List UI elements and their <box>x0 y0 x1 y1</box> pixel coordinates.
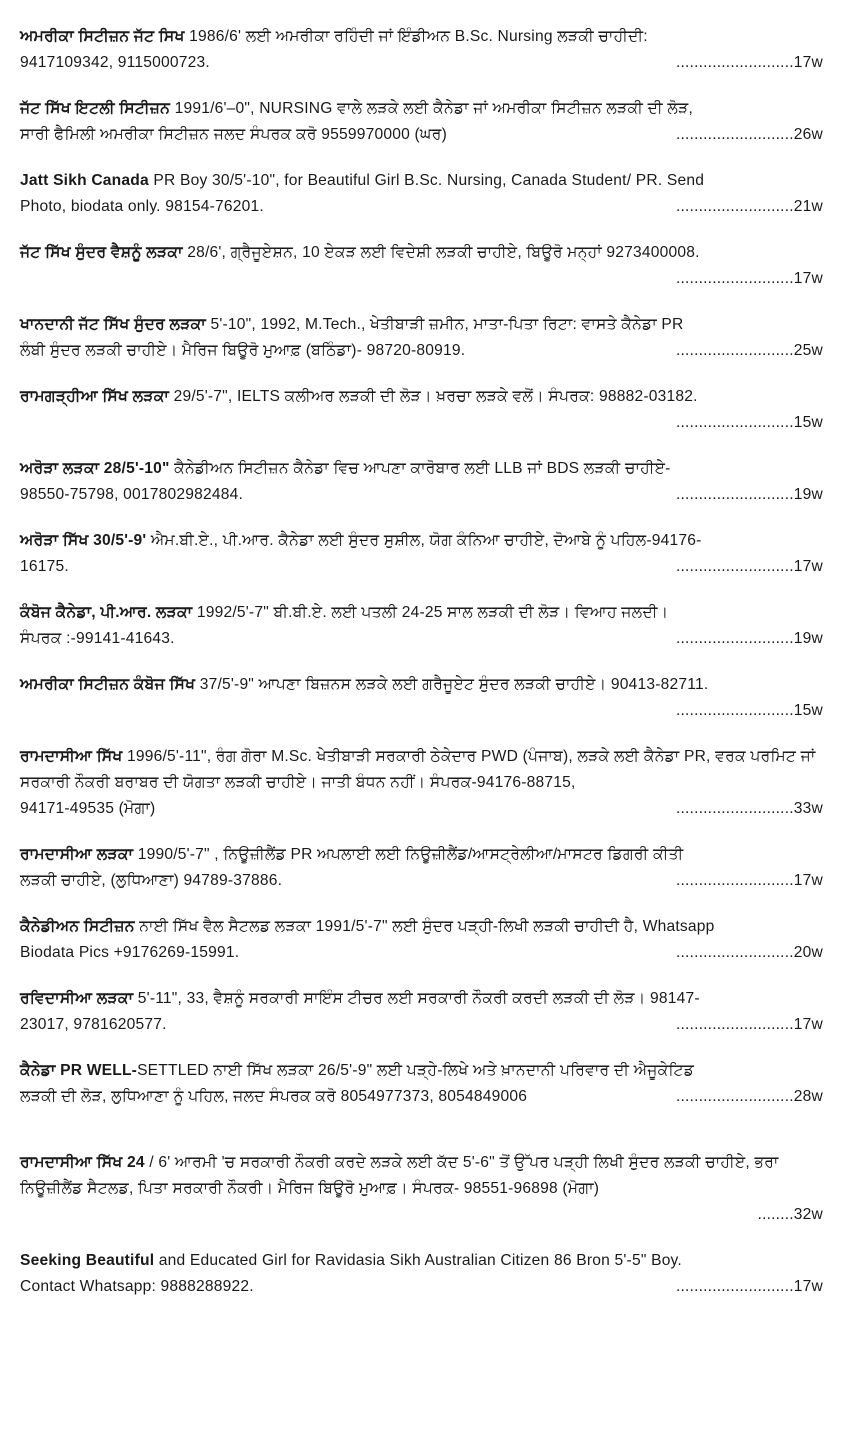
ad-heading: ਅਰੋੜਾ ਸਿੱਖ 30/5'-9' <box>20 532 147 549</box>
ad-text: ਐਮ.ਬੀ.ਏ., ਪੀ.ਆਰ. ਕੈਨੇਡਾ ਲਈ ਸੁੰਦਰ ਸੁਸ਼ੀਲ, ਯੋਗ ਕੰਨਿਆ ਚਾਹੀਏ, ਦੋਆਬੇ ਨੂੰ ਪਹਿਲ-94176- <box>146 532 702 549</box>
ad-heading: ਰਵਿਦਾਸੀਆ ਲੜਕਾ <box>20 990 134 1007</box>
ad-text: 28/6', ਗ੍ਰੈਜੂਏਸ਼ਨ, 10 ਏਕੜ ਲਈ ਵਿਦੇਸ਼ੀ ਲੜਕੀ ਚਾਹੀਏ, ਬਿਊਰੋ ਮਨ੍ਹਾਂ 9273400008. <box>182 244 700 261</box>
ad-code: ..........................17w <box>675 54 823 71</box>
ad-heading: ਅਰੋੜਾ ਲੜਕਾ 28/5'-10" <box>20 460 170 477</box>
ad-heading: ਰਾਮਦਾਸੀਆ ਸਿੱਖ <box>20 748 123 765</box>
ad-code: ..........................17w <box>675 872 823 889</box>
ad-17 <box>20 1248 823 1300</box>
ad-15 <box>20 1058 823 1110</box>
ad-text-cont: ਲੜਕੀ ਚਾਹੀਏ, (ਲੁਧਿਆਣਾ) 94789-37886. <box>20 872 283 889</box>
ad-code: ..........................17w <box>675 558 823 575</box>
ad-7 <box>20 456 823 508</box>
ad-2 <box>20 96 823 148</box>
ad-10 <box>20 672 823 724</box>
ad-code: ..........................28w <box>675 1088 823 1105</box>
ad-heading: ਕੈਨੇਡਾ PR WELL- <box>20 1062 138 1079</box>
ad-text-cont: Photo, biodata only. 98154-76201. <box>20 198 264 215</box>
ad-11 <box>20 744 823 822</box>
ad-heading: ਰਾਮਗੜ੍ਹੀਆ ਸਿੱਖ ਲੜਕਾ <box>20 388 170 405</box>
ad-1 <box>20 24 823 76</box>
ad-text: 1992/5'-7" ਬੀ.ਬੀ.ਏ. ਲਈ ਪਤਲੀ 24-25 ਸਾਲ ਲੜਕੀ ਦੀ ਲੋੜ। ਵਿਆਹ ਜਲਦੀ। <box>192 604 669 621</box>
ad-text: 29/5'-7", IELTS ਕਲੀਅਰ ਲੜਕੀ ਦੀ ਲੋੜ। ਖ਼ਰਚਾ ਲੜਕੇ ਵਲੋਂ। ਸੰਪਰਕ: 98882-03182. <box>169 388 698 405</box>
ad-14 <box>20 986 823 1038</box>
ad-text-cont: 9417109342, 9115000723. <box>20 54 210 71</box>
ad-text: PR Boy 30/5'-10", for Beautiful Girl B.Sc. Nursing, Canada Student/ PR. Send <box>148 172 705 189</box>
ad-text-cont: Contact Whatsapp: 9888288922. <box>20 1278 254 1295</box>
ad-text-cont: Biodata Pics +9176269-15991. <box>20 944 240 961</box>
ad-heading: ਰਾਮਦਾਸੀਆ ਸਿੱਖ 24 <box>20 1154 145 1171</box>
ad-heading: ਖਾਨਦਾਨੀ ਜੱਟ ਸਿੱਖ ਸੁੰਦਰ ਲੜਕਾ <box>20 316 206 333</box>
ad-text: SETTLED ਨਾਈ ਸਿੱਖ ਲੜਕਾ 26/5'-9" ਲਈ ਪੜ੍ਹੇ-ਲਿਖੇ ਅਤੇ ਖ਼ਾਨਦਾਨੀ ਪਰਿਵਾਰ ਦੀ ਐਜੂਕੇਟਿਡ <box>137 1062 695 1079</box>
ad-text-cont: 94171-49535 (ਮੋਗਾ) <box>20 800 156 817</box>
ad-code: ..........................26w <box>675 126 823 143</box>
ad-heading: ਕੈਨੇਡੀਅਨ ਸਿਟੀਜ਼ਨ <box>20 918 135 935</box>
ad-text: 1991/6'–0", NURSING ਵਾਲੇ ਲੜਕੇ ਲਈ ਕੈਨੇਡਾ ਜਾਂ ਅਮਰੀਕਾ ਸਿਟੀਜ਼ਨ ਲੜਕੀ ਦੀ ਲੋੜ, <box>170 100 694 117</box>
ad-9 <box>20 600 823 652</box>
ad-code: ..........................21w <box>675 198 823 215</box>
ad-text-cont: ਲੜਕੀ ਦੀ ਲੋੜ, ਲੁਧਿਆਣਾ ਨੂੰ ਪਹਿਲ, ਜਲਦ ਸੰਪਰਕ ਕਰੋ 8054977373, 8054849006 <box>20 1088 528 1105</box>
ad-text-cont: 23017, 9781620577. <box>20 1016 167 1033</box>
ad-heading: ਕੰਬੋਜ ਕੈਨੇਡਾ, ਪੀ.ਆਰ. ਲੜਕਾ <box>20 604 193 621</box>
ad-code: ..........................20w <box>675 944 823 961</box>
ad-heading: Seeking Beautiful <box>20 1252 155 1269</box>
ad-text: 1996/5'-11", ਰੰਗ ਗੋਰਾ M.Sc. ਖੇਤੀਬਾੜੀ ਸਰਕਾਰੀ ਠੇਕੇਦਾਰ PWD (ਪੰਜਾਬ), ਲੜਕੇ ਲਈ ਕੈਨੇਡਾ PR, ਵਰਕ ਪਰਮਿਟ ਜਾਂ ਸਰਕਾਰੀ ਨੌਕਰੀ ਬਰਾਬਰ ਦੀ ਯੋਗਤਾ ਲੜਕੀ ਚਾਹੀਏ। ਜਾਤੀ ਬੰਧਨ ਨਹੀਂ। ਸੰਪਰਕ-94176-88715, <box>20 748 816 791</box>
ad-heading: ਅਮਰੀਕਾ ਸਿਟੀਜ਼ਨ ਜੱਟ ਸਿਖ <box>20 28 185 45</box>
ad-code: ..........................25w <box>675 342 823 359</box>
ad-text: 5'-10", 1992, M.Tech., ਖੇਤੀਬਾੜੀ ਜ਼ਮੀਨ, ਮਾਤਾ-ਪਿਤਾ ਰਿਟਾ: ਵਾਸਤੇ ਕੈਨੇਡਾ PR <box>205 316 684 333</box>
ad-text: 1990/5'-7" , ਨਿਊਜ਼ੀਲੈਂਡ PR ਅਪਲਾਈ ਲਈ ਨਿਊਜ਼ੀਲੈਂਡ/ਆਸਟ੍ਰੇਲੀਆ/ਮਾਸਟਰ ਡਿਗਰੀ ਕੀਤੀ <box>133 846 684 863</box>
ad-8 <box>20 528 823 580</box>
ad-text: / 6' ਆਰਮੀ 'ਚ ਸਰਕਾਰੀ ਨੌਕਰੀ ਕਰਦੇ ਲੜਕੇ ਲਈ ਕੱਦ 5'-6" ਤੋਂ ਉੱਪਰ ਪੜ੍ਹੀ ਲਿਖੀ ਸੁੰਦਰ ਲੜਕੀ ਚਾਹੀਏ, ਭਰਾ ਨਿਊਜ਼ੀਲੈਂਡ ਸੈਟਲਡ, ਪਿਤਾ ਸਰਕਾਰੀ ਨੌਕਰੀ। ਮੈਰਿਜ ਬਿਊਰੋ ਮੁਆਫ਼। ਸੰਪਰਕ- 98551-96898 (ਮੋਗਾ) <box>20 1154 779 1197</box>
ad-6 <box>20 384 823 436</box>
ad-4 <box>20 240 823 292</box>
ad-code: ..........................15w <box>675 414 823 431</box>
ad-heading: Jatt Sikh Canada <box>20 172 149 189</box>
ad-text: 1986/6' ਲਈ ਅਮਰੀਕਾ ਰਹਿੰਦੀ ਜਾਂ ਇੰਡੀਅਨ B.Sc. Nursing ਲੜਕੀ ਚਾਹੀਦੀ: <box>184 28 648 45</box>
ad-code: ..........................19w <box>675 630 823 647</box>
ad-text: ਨਾਈ ਸਿੱਖ ਵੈਲ ਸੈਟਲਡ ਲੜਕਾ 1991/5'-7" ਲਈ ਸੁੰਦਰ ਪੜ੍ਹੀ-ਲਿਖੀ ਲੜਕੀ ਚਾਹੀਦੀ ਹੈ, Whatsapp <box>134 918 715 935</box>
ad-code: ..........................19w <box>675 486 823 503</box>
ad-heading: ਰਾਮਦਾਸੀਆ ਲੜਕਾ <box>20 846 134 863</box>
ad-heading: ਜੱਟ ਸਿੱਖ ਇਟਲੀ ਸਿਟੀਜ਼ਨ <box>20 100 171 117</box>
ad-12 <box>20 842 823 894</box>
ad-code: ..........................17w <box>675 270 823 287</box>
ad-heading: ਜੱਟ ਸਿੱਖ ਸੁੰਦਰ ਵੈਸ਼ਨੂੰ ਲੜਕਾ <box>20 244 183 261</box>
ad-text: 37/5'-9" ਆਪਣਾ ਬਿਜ਼ਨਸ ਲੜਕੇ ਲਈ ਗਰੈਜੂਏਟ ਸੁੰਦਰ ਲੜਕੀ ਚਾਹੀਏ। 90413-82711. <box>195 676 709 693</box>
ad-code: ..........................15w <box>675 702 823 719</box>
ad-text-cont: ਸਾਰੀ ਫੈਮਿਲੀ ਅਮਰੀਕਾ ਸਿਟੀਜ਼ਨ ਜਲਦ ਸੰਪਰਕ ਕਰੋ 9559970000 (ਘਰ) <box>20 126 447 143</box>
ad-text: and Educated Girl for Ravidasia Sikh Australian Citizen 86 Bron 5'-5" Boy. <box>154 1252 682 1269</box>
ad-heading: ਅਮਰੀਕਾ ਸਿਟੀਜ਼ਨ ਕੰਬੋਜ ਸਿੱਖ <box>20 676 196 693</box>
ad-text-cont: ਲੰਬੀ ਸੁੰਦਰ ਲੜਕੀ ਚਾਹੀਏ। ਮੈਰਿਜ ਬਿਊਰੋ ਮੁਆਫ਼ (ਬਠਿੰਡਾ)- 98720-80919. <box>20 342 466 359</box>
ad-code: ..........................17w <box>675 1278 823 1295</box>
ad-text-cont: ਸੰਪਰਕ :-99141-41643. <box>20 630 175 647</box>
ad-code: ..........................17w <box>675 1016 823 1033</box>
ad-text-cont: 98550-75798, 0017802982484. <box>20 486 244 503</box>
ad-text: 5'-11", 33, ਵੈਸ਼ਨੂੰ ਸਰਕਾਰੀ ਸਾਇੰਸ ਟੀਚਰ ਲਈ ਸਰਕਾਰੀ ਨੌਕਰੀ ਕਰਦੀ ਲੜਕੀ ਦੀ ਲੋੜ। 98147- <box>133 990 700 1007</box>
ad-16 <box>20 1150 823 1228</box>
ad-5 <box>20 312 823 364</box>
ad-text-cont: 16175. <box>20 558 69 575</box>
ad-13 <box>20 914 823 966</box>
ad-text: ਕੈਨੇਡੀਅਨ ਸਿਟੀਜ਼ਨ ਕੈਨੇਡਾ ਵਿਚ ਆਪਣਾ ਕਾਰੋਬਾਰ ਲਈ LLB ਜਾਂ BDS ਲੜਕੀ ਚਾਹੀਏ- <box>169 460 671 477</box>
ad-3 <box>20 168 823 220</box>
ad-code: ........32w <box>757 1206 823 1223</box>
ad-code: ..........................33w <box>675 800 823 817</box>
